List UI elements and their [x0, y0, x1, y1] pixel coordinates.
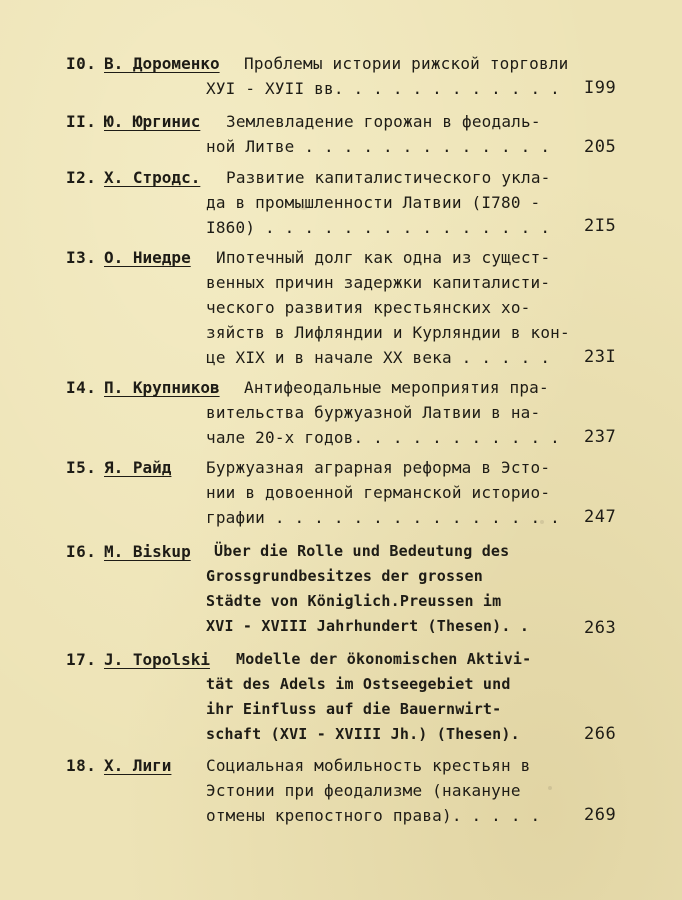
entry-title-line: Буржуазная аграрная реформа в Эсто-	[206, 458, 551, 477]
entry-page-number: 269	[584, 805, 617, 825]
entry-title-line: Социальная мобильность крестьян в	[206, 756, 531, 775]
entry-title-line: Über die Rolle und Bedeutung des	[214, 542, 510, 560]
entry-author: П. Крупников	[104, 378, 220, 397]
entry-page-number: 2I5	[584, 216, 617, 236]
entry-page-number: 23I	[584, 347, 617, 367]
entry-title-line: венных причин задержки капиталисти-	[206, 273, 551, 292]
entry-title-line: I860) . . . . . . . . . . . . . . .	[206, 218, 551, 237]
entry-title-line: Städte von Königlich.Preussen im	[206, 592, 502, 610]
entry-page-number: 247	[584, 507, 617, 527]
entry-title-line: вительства буржуазной Латвии в на-	[206, 403, 541, 422]
entry-number: II.	[66, 112, 97, 131]
paper-smudge	[300, 205, 308, 210]
entry-page-number: 263	[584, 618, 617, 638]
entry-title-line: чале 20-х годов. . . . . . . . . . .	[206, 428, 560, 447]
entry-title-line: Grossgrundbesitzes der grossen	[206, 567, 483, 585]
entry-page-number: 205	[584, 137, 617, 157]
entry-number: I5.	[66, 458, 97, 477]
entry-title-line: це XIX и в начале XX века . . . . .	[206, 348, 551, 367]
entry-title-line: schaft (XVI - XVIII Jh.) (Thesen).	[206, 725, 520, 743]
entry-page-number: I99	[584, 78, 617, 98]
entry-title-line: Modelle der ökonomischen Aktivi-	[236, 650, 532, 668]
entry-title-line: отмены крепостного права). . . . .	[206, 806, 541, 825]
entry-title-line: XVI - XVIII Jahrhundert (Thesen). .	[206, 617, 530, 635]
entry-number: I4.	[66, 378, 97, 397]
entry-title-line: ной Литве . . . . . . . . . . . . .	[206, 137, 551, 156]
entry-title-line: Ипотечный долг как одна из сущест-	[216, 248, 551, 267]
paper-smudge	[540, 520, 544, 524]
entry-title-line: Землевладение горожан в феодаль-	[226, 112, 541, 131]
entry-title-line: нии в довоенной германской историо-	[206, 483, 551, 502]
entry-author: Х. Лиги	[104, 756, 172, 775]
entry-title-line: ihr Einfluss auf die Bauernwirt-	[206, 700, 502, 718]
entry-title-line: графии . . . . . . . . . . . . . . .	[206, 508, 560, 527]
entry-title-line: зяйств в Лифляндии и Курляндии в кон-	[206, 323, 570, 342]
entry-number: I3.	[66, 248, 97, 267]
entry-number: I0.	[66, 54, 97, 73]
entry-number: I2.	[66, 168, 97, 187]
entry-title-line: Антифеодальные мероприятия пра-	[244, 378, 549, 397]
entry-page-number: 237	[584, 427, 617, 447]
entry-author: В. Дороменко	[104, 54, 220, 73]
entry-author: J. Topolski	[104, 650, 210, 669]
entry-author: Х. Стродс.	[104, 168, 201, 187]
entry-page-number: 266	[584, 724, 617, 744]
entry-title-line: ческого развития крестьянских хо-	[206, 298, 531, 317]
entry-author: О. Ниедре	[104, 248, 191, 267]
entry-title-line: да в промышленности Латвии (I780 -	[206, 193, 541, 212]
entry-author: M. Biskup	[104, 542, 191, 561]
entry-title-line: ХУI - ХУII вв. . . . . . . . . . . .	[206, 79, 560, 98]
entry-title-line: tät des Adels im Ostseegebiet und	[206, 675, 511, 693]
entry-number: 18.	[66, 756, 97, 775]
entry-author: Я. Райд	[104, 458, 172, 477]
entry-title-line: Эстонии при феодализме (накануне	[206, 781, 521, 800]
entry-title-line: Развитие капиталистического укла-	[226, 168, 551, 187]
entry-number: I6.	[66, 542, 97, 561]
entry-title-line: Проблемы истории рижской торговли	[244, 54, 569, 73]
entry-author: Ю. Юргинис	[104, 112, 201, 131]
entry-number: 17.	[66, 650, 97, 669]
paper-smudge	[548, 786, 552, 790]
